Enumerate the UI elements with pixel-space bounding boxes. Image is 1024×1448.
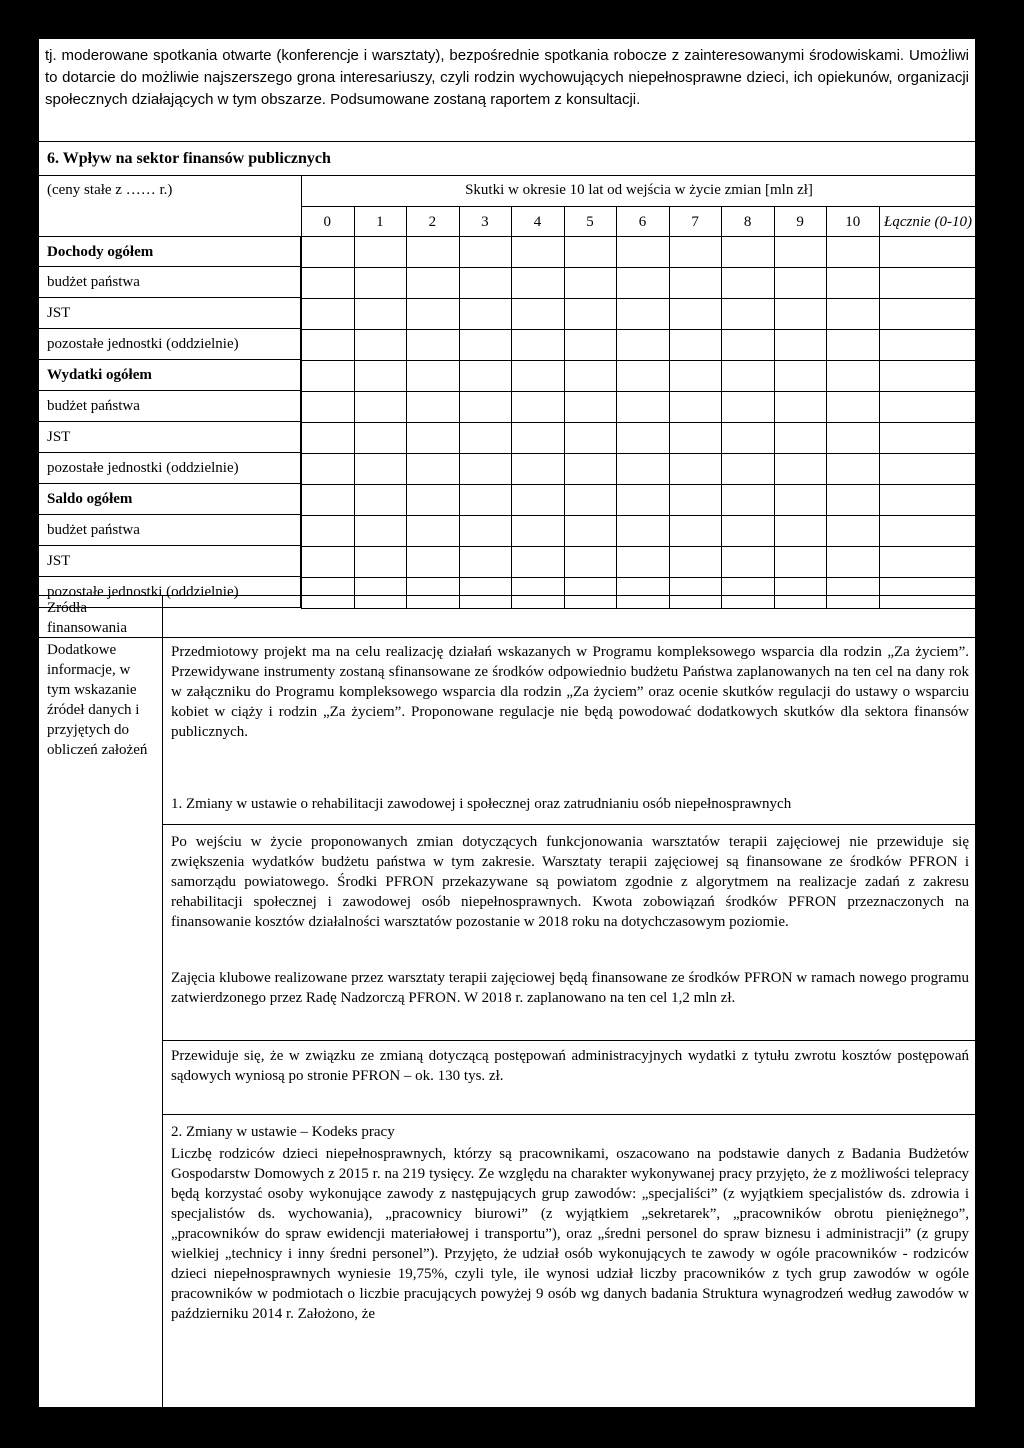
section-title: 6. Wpływ na sektor finansów publicznych xyxy=(38,142,976,176)
paragraph-5: Przewiduje się, że w związku ze zmianą dotyczącą postępowań administracyjnych wydatki z tytułu zwrotu kosztów postępowań sądowych wyniosą po stronie PFRON – ok. 130 tys. zł. xyxy=(171,1048,969,1084)
table-row-label: Wydatki ogółem xyxy=(39,360,301,391)
paragraph-heading-2 xyxy=(171,1122,969,1142)
column-divider xyxy=(301,176,302,608)
table-row-label: Dochody ogółem xyxy=(39,236,301,267)
row-divider xyxy=(301,453,977,454)
sources-value xyxy=(163,596,977,638)
paragraph-4: Zajęcia klubowe realizowane przez warsztaty terapii zajęciowej będą finansowane ze środków PFRON w ramach nowego programu zatwierdzonego przez Radę Nadzorczą PFRON. W 2018 r. zaplanowano na ten cel 1,2 mln zł. xyxy=(171,970,969,1006)
table-row-label: budżet państwa xyxy=(39,267,301,298)
year-column-header: 10 xyxy=(845,214,861,230)
heading-rehabilitation: 1. Zmiany w ustawie o rehabilitacji zawodowej i społecznej oraz zatrudnianiu osób niepełnosprawnych xyxy=(171,796,792,812)
row-divider xyxy=(301,577,977,578)
table-row-label: budżet państwa xyxy=(39,515,301,546)
paragraph-block-3 xyxy=(171,832,969,932)
document-page xyxy=(38,38,976,1408)
separator xyxy=(163,1040,977,1041)
row-divider xyxy=(301,298,977,299)
header-divider xyxy=(301,206,977,207)
separator xyxy=(163,824,977,825)
intro-paragraph: tj. moderowane spotkania otwarte (konferencje i warsztaty), bezpośrednie spotkania robocze z zainteresowanymi środowiskami. Umożliwi to dotarcie do możliwie najszerszego grona interesariuszy, czyli rodzin wychowujących niepełnosprawne dzieci, ich opiekunów, organizacji społecznych działających w tym obszarze. Podsumowane zostaną raportem z konsultacji. xyxy=(38,38,976,142)
row-divider xyxy=(301,484,977,485)
header-bottom xyxy=(39,236,977,237)
year-column-header: 3 xyxy=(481,214,489,230)
additional-info-label: Dodatkowe informacje, w tym wskazanie źródeł danych i przyjętych do obliczeń założeń xyxy=(47,642,148,758)
table-row-label: pozostałe jednostki (oddzielnie) xyxy=(39,329,301,360)
total-column-header: Łącznie (0-10) xyxy=(884,214,972,230)
separator xyxy=(163,1114,977,1115)
year-column-header: 0 xyxy=(323,214,332,230)
row-divider xyxy=(301,422,977,423)
year-column-header: 1 xyxy=(376,214,384,230)
row-divider xyxy=(301,360,977,361)
additional-info-section xyxy=(38,596,976,1408)
table-row-label: pozostałe jednostki (oddzielnie) xyxy=(39,577,301,608)
paragraph-block-5 xyxy=(171,1046,969,1086)
row-divider xyxy=(301,515,977,516)
paragraph-block-7 xyxy=(171,1144,969,1324)
paragraph-heading-1 xyxy=(171,794,969,814)
table-row-label: Saldo ogółem xyxy=(39,484,301,515)
row-divider xyxy=(301,391,977,392)
year-column-header: 4 xyxy=(533,214,542,230)
year-column-header: 2 xyxy=(428,214,437,230)
table-row-label: JST xyxy=(39,422,301,453)
table-row-label: JST xyxy=(39,546,301,577)
effects-header: Skutki w okresie 10 lat od wejścia w życie zmian [mln zł] xyxy=(465,182,813,198)
paragraph-1: Przedmiotowy projekt ma na celu realizację działań wskazanych w Programu kompleksowego wsparcia dla rodzin „Za życiem”. Przewidywane instrumenty zostaną sfinansowane ze środków odpowiednio budżetu Państwa zaplanowanych na ten cel na dany rok w załączniku do Programu kompleksowego wsparcia dla rodzin „Za życiem” oraz ocenie skutków regulacji do ustawy o wsparciu kobiet w ciąży i rodzin „Za życiem”. Proponowane regulacje nie będą powodować dodatkowych skutków dla sektora finansów publicznych. xyxy=(171,644,969,740)
year-column-header: 6 xyxy=(638,214,647,230)
paragraph-7: Liczbę rodziców dzieci niepełnosprawnych, którzy są pracownikami, oszacowano na podstawie danych z Badania Budżetów Gospodarstw Domowych z 2015 r. na 219 tysięcy. Ze względu na charakter wykonywanej pracy przyjęto, że z możliwości telepracy będą korzystać osoby wykonujące zawody z następujących grup zawodów: „specjaliści” (z wyjątkiem specjalistów ds. zdrowia i specjalistów ds. wychowania), „pracownicy biurowi” (z wyjątkiem „sekretarek”, „pracowników obrotu pieniężnego”, „pracowników do spraw ewidencji materiałowej i transportu”), oraz „średni personel do spraw biznesu i administracji” (z grupy wielkiej „technicy i inny średni personel”). Przyjęto, że udział osób wykonujących te zawody w ogóle pracowników - rodziców dzieci niepełnosprawnych wyniesie 19,75%, czyli tyle, ile wynosi udział liczby pracowników z tych grup zawodów w ogóle pracowników w podmiotach o liczbie pracujących powyżej 9 osób wg danych badania Struktura wynagrodzeń według zawodów w październiku 2014 r. Założono, że xyxy=(171,1146,969,1322)
row-divider xyxy=(301,329,977,330)
prices-label: (ceny stałe z …… r.) xyxy=(47,182,173,198)
heading-labor-code: 2. Zmiany w ustawie – Kodeks pracy xyxy=(171,1124,395,1140)
table-row-label: budżet państwa xyxy=(39,391,301,422)
year-column-header: 8 xyxy=(743,214,752,230)
paragraph-intro xyxy=(171,642,969,742)
year-column-header: 5 xyxy=(586,214,594,230)
table-row-label: pozostałe jednostki (oddzielnie) xyxy=(39,453,301,484)
row-divider xyxy=(301,546,977,547)
paragraph-block-4 xyxy=(171,968,969,1008)
year-column-header: 9 xyxy=(796,214,804,230)
sources-label: Zródła finansowania xyxy=(39,596,163,638)
row-divider xyxy=(301,267,977,268)
table-row-label: JST xyxy=(39,298,301,329)
fiscal-impact-table xyxy=(38,176,976,600)
paragraph-3: Po wejściu w życie proponowanych zmian dotyczących funkcjonowania warsztatów terapii zajęciowej nie przewiduje się zwiększenia wydatków budżetu państwa w tym zakresie. Warsztaty terapii zajęciowej są finansowane ze środków PFRON i samorządu powiatowego. Środki PFRON przekazywane są powiatom zgodnie z algorytmem na realizacje zadań z zakresu rehabilitacji społecznej i zawodowej osób niepełnosprawnych. Kwota zobowiązań środków PFRON przeznaczonych na finansowanie kosztów działalności warsztatów pozostanie w 2018 roku na dotychczasowym poziomie. xyxy=(171,834,969,930)
year-column-header: 7 xyxy=(691,214,699,230)
